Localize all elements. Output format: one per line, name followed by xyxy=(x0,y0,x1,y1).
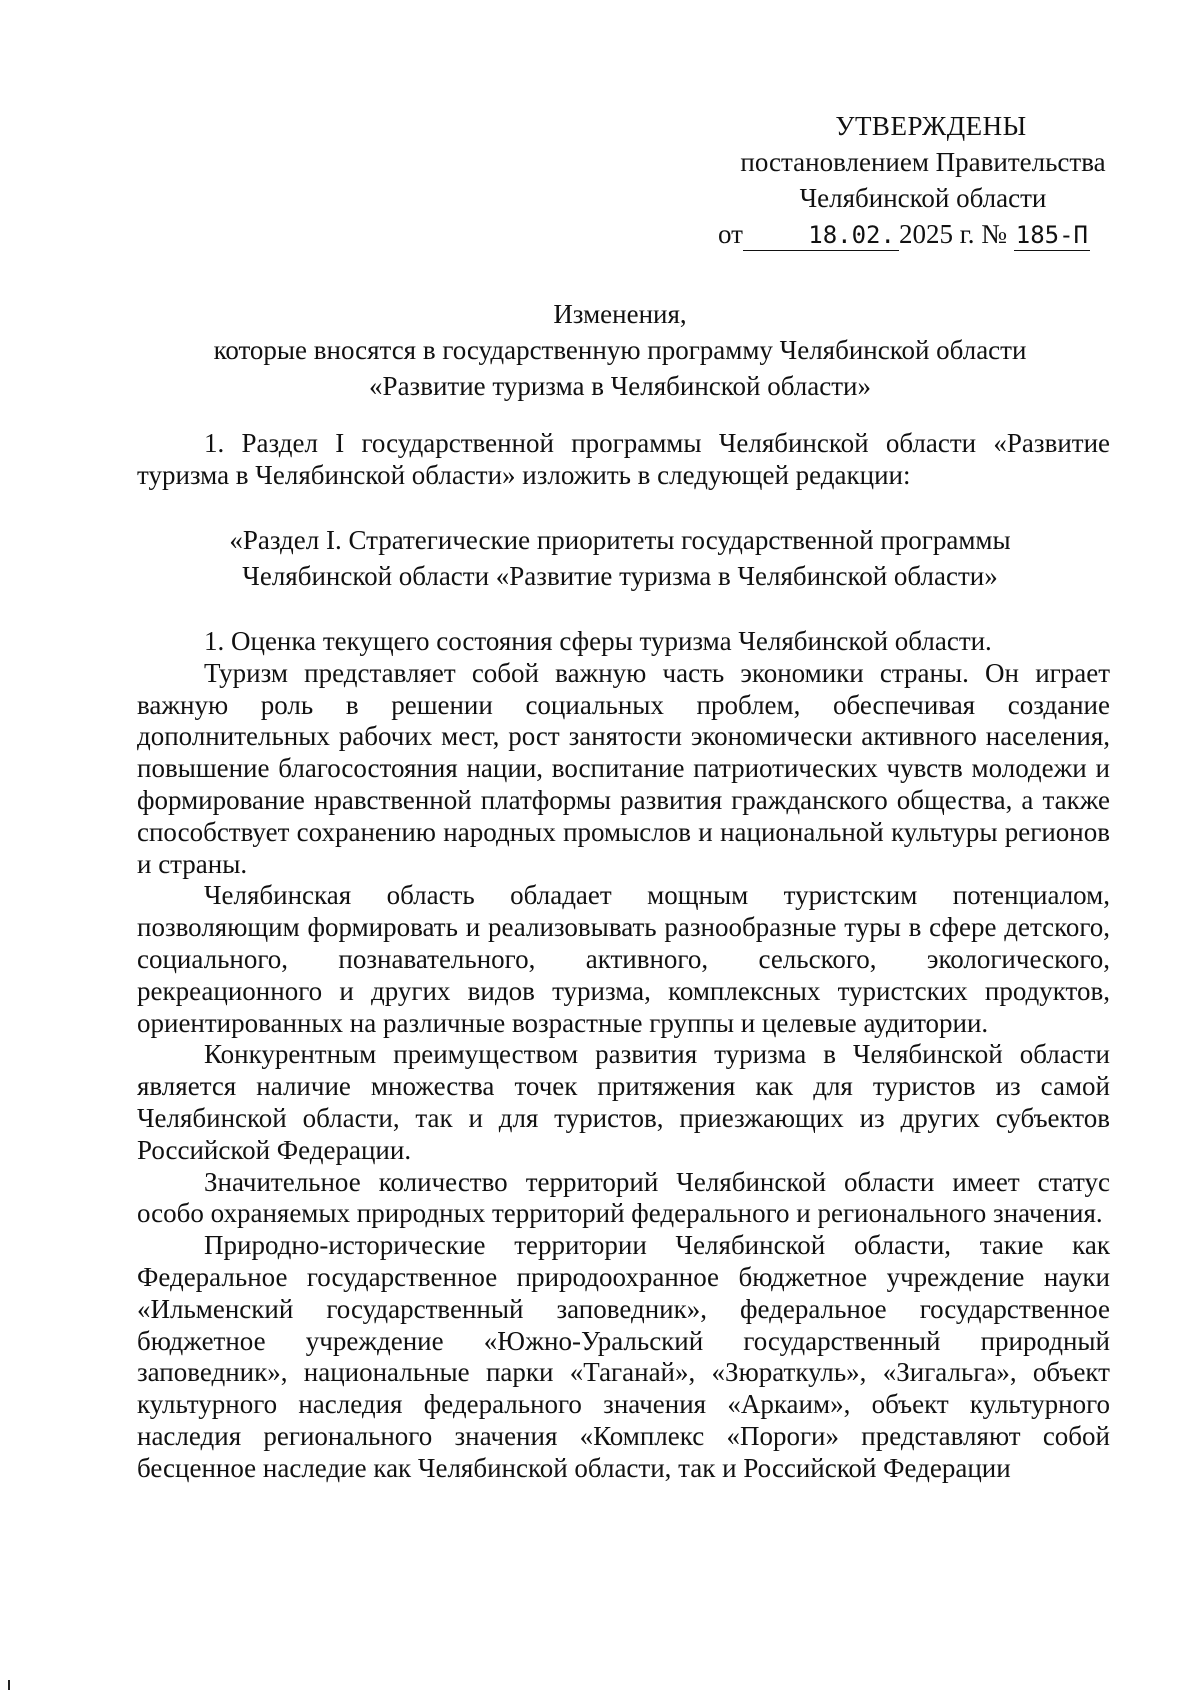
approval-stamp xyxy=(718,108,1128,252)
subsection-title: 1. Оценка текущего состояния сферы туризма Челябинской области. xyxy=(204,626,992,656)
main-body xyxy=(137,626,1110,1485)
section-heading xyxy=(180,522,1060,594)
body-paragraph: Туризм представляет собой важную часть экономики страны. Он играет важную роль в решении социальных проблем, обеспечивая создание дополнительных рабочих мест, рост занятости экономически активного населения, повышение благосостояния нации, воспитание патриотических чувств молодежи и формирование нравственной платформы развития гражданского общества, а также способствует сохранению народных промыслов и национальной культуры регионов и страны. xyxy=(137,657,1110,879)
title-line-2: которые вносятся в государственную программу Челябинской области xyxy=(213,335,1027,365)
approval-date-line xyxy=(718,216,1128,252)
section-heading-line-1: «Раздел I. Стратегические приоритеты государственной программы xyxy=(229,525,1011,555)
approval-heading: УТВЕРЖДЕНЫ xyxy=(835,111,1027,141)
body-paragraph: Значительное количество территорий Челябинской области имеет статус особо охраняемых природных территорий федерального и регионального значения. xyxy=(137,1166,1110,1229)
body-paragraph: Природно-исторические территории Челябинской области, такие как Федеральное государственное природоохранное бюджетное учреждение науки «Ильменский государственный заповедник», федеральное государственное бюджетное учреждение «Южно-Уральский государственный природный заповедник», национальные парки «Таганай», «Зюраткуль», «Зигальга», объект культурного наследия федерального значения «Аркаим», объект культурного наследия регионального значения «Комплекс «Пороги» представляют собой бесценное наследие как Челябинской области, так и Российской Федерации xyxy=(137,1230,1110,1483)
approval-prefix: от xyxy=(718,219,743,249)
body-paragraph: Челябинская область обладает мощным туристским потенциалом, позволяющим формировать и реализовывать разнообразные туры в сфере детского, социального, познавательного, активного, сельского, экологического, рекреационного и других видов туризма, комплексных туристских продуктов, ориентированных на различные возрастные группы и целевые аудитории. xyxy=(137,880,1110,1038)
document-title xyxy=(140,296,1100,404)
title-line-3: «Развитие туризма в Челябинской области» xyxy=(369,371,871,401)
section-heading-line-2: Челябинской области «Развитие туризма в Челябинской области» xyxy=(242,561,998,591)
approval-line-1: постановлением Правительства xyxy=(740,147,1106,177)
approval-year: 2025 г. № xyxy=(898,219,1007,249)
approval-line-2: Челябинской области xyxy=(799,183,1047,213)
scan-artifact xyxy=(8,1680,10,1690)
approval-number: 185-П xyxy=(1015,221,1088,249)
title-line-1: Изменения, xyxy=(553,299,687,329)
approval-date: 18.02. xyxy=(743,220,899,251)
body-paragraph: Конкурентным преимуществом развития туризма в Челябинской области является наличие множества точек притяжения как для туристов из самой Челябинской области, так и для туристов, приезжающих из других субъектов Российской Федерации. xyxy=(137,1039,1110,1165)
intro-paragraph: 1. Раздел I государственной программы Челябинской области «Развитие туризма в Челябинской области» изложить в следующей редакции: xyxy=(137,428,1110,490)
intro-block xyxy=(137,428,1110,492)
